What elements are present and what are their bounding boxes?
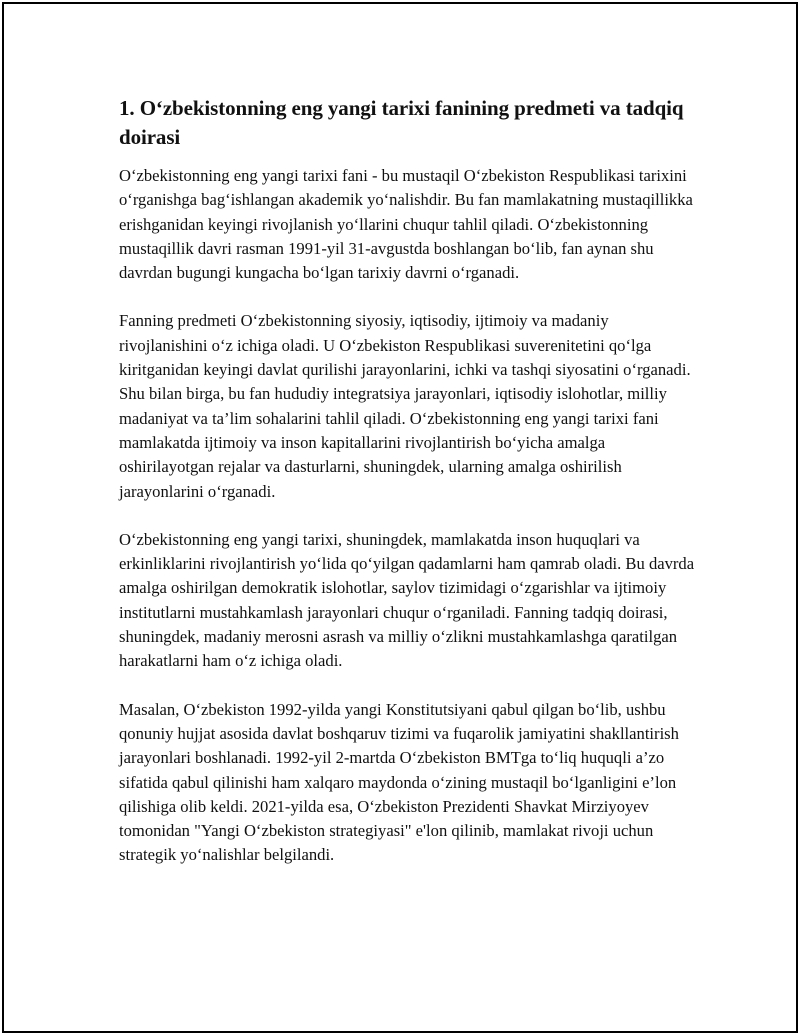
paragraph-2: Fanning predmeti O‘zbekistonning siyosiy, iqtisodiy, ijtimoiy va madaniy rivojlanishini o‘z ichiga oladi. U O‘zbekiston Respublikasi suverenitetini qo‘lga kiritganidan keyingi davlat qurilishi jarayonlarini, ichki va tashqi siyosatini o‘rganadi. Shu bilan birga, bu fan hududiy integratsiya jarayonlari, iqtisodiy islohotlar, milliy madaniyat va ta’lim sohalarini tahlil qiladi. O‘zbekistonning eng yangi tarixi fani mamlakatda ijtimoiy va inson kapitallarini rivojlantirish bo‘yicha amalga oshirilayotgan rejalar va dasturlarni, shuningdek, ularning amalga oshirilish jarayonlarini o‘rganadi. [119, 311, 691, 501]
paragraph-1: O‘zbekistonning eng yangi tarixi fani - bu mustaqil O‘zbekiston Respublikasi tarixini o‘rganishga bag‘ishlangan akademik yo‘nalishdir. Bu fan mamlakatning mustaqillikka erishganidan keyingi rivojlanish yo‘llarini chuqur tahlil qiladi. O‘zbekistonning mustaqillik davri rasman 1991-yil 31-avgustda boshlangan bo‘lib, fan aynan shu davrdan bugungi kungacha bo‘lgan tarixiy davrni o‘rganadi. [119, 166, 693, 283]
paragraph-3: O‘zbekistonning eng yangi tarixi, shuningdek, mamlakatda inson huquqlari va erkinliklarini rivojlantirish yo‘lida qo‘yilgan qadamlarni ham qamrab oladi. Bu davrda amalga oshirilgan demokratik islohotlar, saylov tizimidagi o‘zgarishlar va ijtimoiy institutlarni mustahkamlash jarayonlari chuqur o‘rganiladi. Fanning tadqiq doirasi, shuningdek, madaniy merosni asrash va milliy o‘zlikni mustahkamlashga qaratilgan harakatlarni ham o‘z ichiga oladi. [119, 529, 695, 671]
section-heading: 1. O‘zbekistonning eng yangi tarixi fanining predmeti va tadqiq doirasi [119, 96, 684, 149]
document-body [119, 94, 699, 892]
page-frame [2, 2, 798, 1033]
paragraph-4: Masalan, O‘zbekiston 1992-yilda yangi Konstitutsiyani qabul qilgan bo‘lib, ushbu qonuniy hujjat asosida davlat boshqaruv tizimi va fuqarolik jamiyatini shakllantirish jarayonlari boshlanadi. 1992-yil 2-martda O‘zbekiston BMTga to‘liq huquqli a’zo sifatida qabul qilinishi ham xalqaro maydonda o‘zining mustaqil bo‘lganligini e’lon qilishiga olib keldi. 2021-yilda esa, O‘zbekiston Prezidenti Shavkat Mirziyoyev tomonidan "Yangi O‘zbekiston strategiyasi" e'lon qilinib, mamlakat rivoji uchun strategik yo‘nalishlar belgilandi. [119, 699, 679, 865]
